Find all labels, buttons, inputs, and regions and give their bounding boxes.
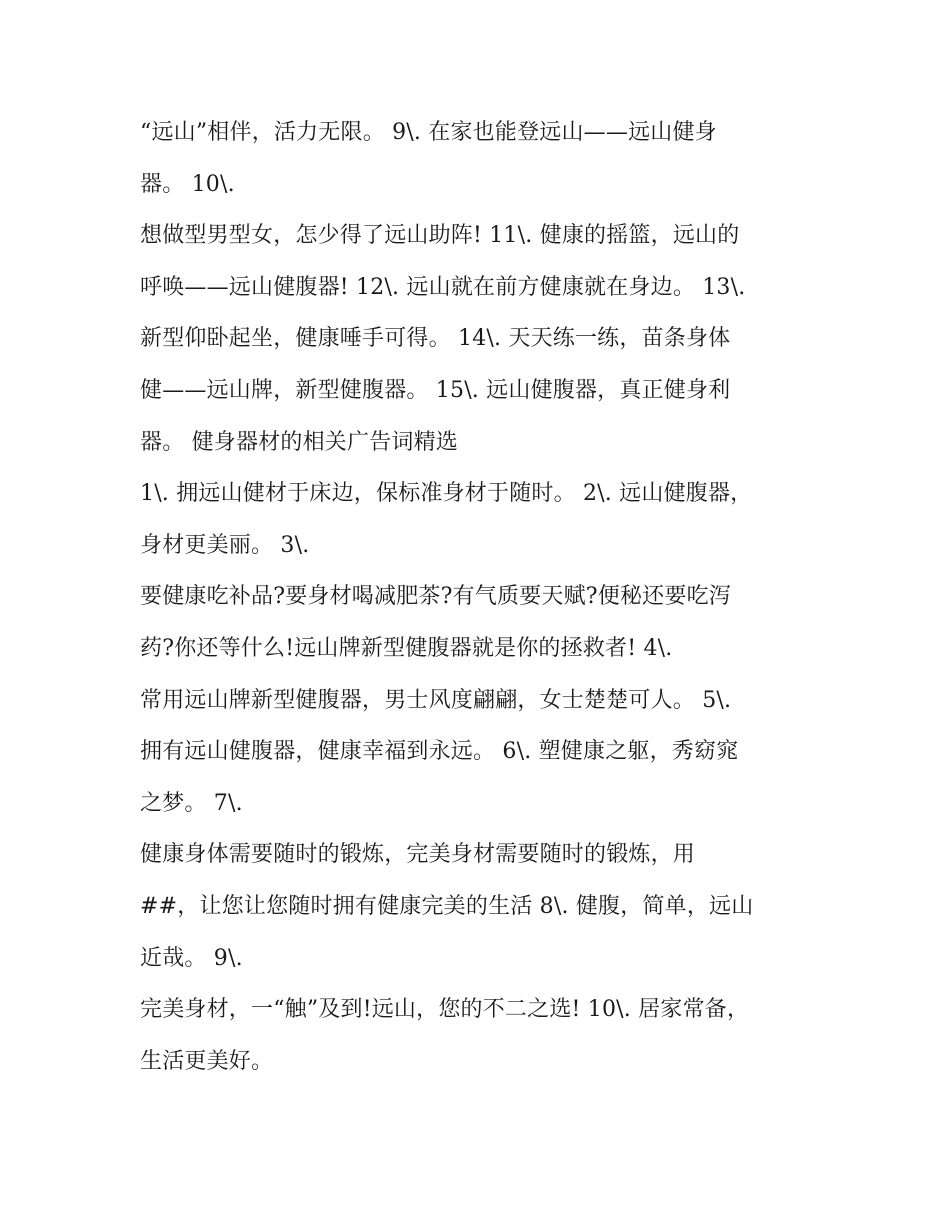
text-line: 完美身材，一“触”及到!远山，您的不二之选! 10\. 居家常备， xyxy=(140,997,750,1023)
text-line: 生活更美好。 xyxy=(140,1048,274,1074)
text-line: 1\. 拥远山健材于床边，保标准身材于随时。 2\. 远山健腹器， xyxy=(140,481,753,507)
document-body xyxy=(140,107,820,1087)
text-line: 之梦。 7\. xyxy=(140,790,243,816)
text-line: 健——远山牌，新型健腹器。 15\. 远山健腹器，真正健身利 xyxy=(140,377,731,403)
text-line: 身材更美丽。 3\. xyxy=(140,532,310,558)
text-line: 健康身体需要随时的锻炼，完美身材需要随时的锻炼，用 xyxy=(140,842,696,868)
text-line: 器。 10\. xyxy=(140,171,235,197)
text-line: 呼唤——远山健腹器! 12\. 远山就在前方健康就在身边。 13\. xyxy=(140,274,746,300)
text-line: 药?你还等什么!远山牌新型健腹器就是你的拯救者! 4\. xyxy=(140,635,673,661)
text-line: 器。 健身器材的相关广告词精选 xyxy=(140,429,458,455)
text-line: 想做型男型女，怎少得了远山助阵! 11\. 健康的摇篮，远山的 xyxy=(140,223,740,249)
text-line: ##，让您让您随时拥有健康完美的生活 8\. 健腹，简单，远山 xyxy=(140,893,754,919)
text-line: 常用远山牌新型健腹器，男士风度翩翩，女士楚楚可人。 5\. xyxy=(140,687,732,713)
text-line: 拥有远山健腹器，健康幸福到永远。 6\. 塑健康之躯，秀窈窕 xyxy=(140,739,739,765)
text-line: 要健康吃补品?要身材喝减肥茶?有气质要天赋?便秘还要吃泻 xyxy=(140,584,731,610)
text-line: 近哉。 9\. xyxy=(140,945,243,971)
text-line: 新型仰卧起坐，健康唾手可得。 14\. 天天练一练，苗条身体 xyxy=(140,326,731,352)
text-line: “远山”相伴，活力无限。 9\. 在家也能登远山——远山健身 xyxy=(140,120,717,145)
